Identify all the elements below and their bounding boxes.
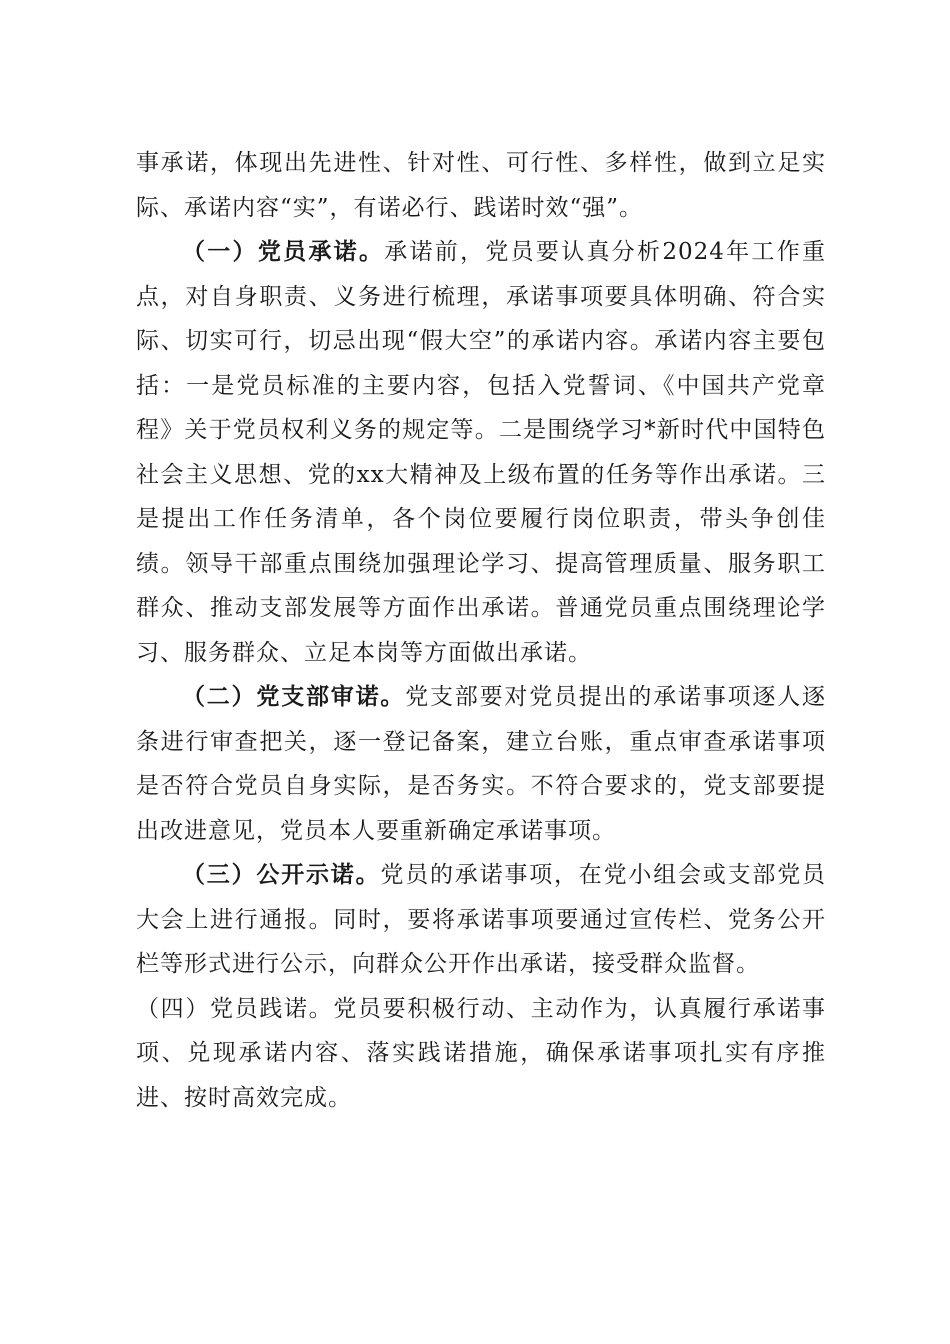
paragraph-body: 承诺前，党员要认真分析2024年工作重点，对自身职责、义务进行梳理，承诺事项要具体明确、符合实际、切实可行，切忌出现“假大空”的承诺内容。承诺内容主要包括：一是党员标准的主要内容，包括入党誓词、《中国共产党章程》关于党员权利义务的规定等。二是围绕学习*新时代中国特色社会主义思想、党的xx大精神及上级布置的任务等作出承诺。三是提出工作任务清单，各个岗位要履行岗位职责，带头争创佳绩。领导干部重点围绕加强理论学习、提高管理质量、服务职工群众、推动支部发展等方面作出承诺。普通党员重点围绕理论学习、服务群众、立足本岗等方面做出承诺。 [136,239,826,666]
paragraph-party-member-commitment [136,230,826,675]
section-heading: （二）党支部审诺。 [182,684,406,710]
section-heading: （一）党员承诺。 [182,239,385,265]
paragraph-intro [136,141,826,230]
paragraph-branch-review [136,675,826,853]
paragraph-body: 党员的承诺事项，在党小组会或支部党员大会上进行通报。同时，要将承诺事项要通过宣传栏、党务公开栏等形式进行公示，向群众公开作出承诺，接受群众监督。 [136,862,827,977]
paragraph-body: 事承诺，体现出先进性、针对性、可行性、多样性，做到立足实际、承诺内容“实”，有诺必行、践诺时效“强”。 [136,150,826,221]
paragraph-public-disclosure [136,853,826,987]
paragraph-body: 党支部要对党员提出的承诺事项逐人逐条进行审查把关，逐一登记备案，建立台账，重点审查承诺事项是否符合党员自身实际，是否务实。不符合要求的，党支部要提出改进意见，党员本人要重新确定承诺事项。 [136,684,827,844]
paragraph-body: （四）党员践诺。党员要积极行动、主动作为，认真履行承诺事项、兑现承诺内容、落实践诺措施，确保承诺事项扎实有序推进、按时高效完成。 [136,995,826,1111]
paragraph-fulfillment [136,987,826,1121]
section-heading: （三）公开示诺。 [182,862,381,888]
document-body [136,141,826,1120]
